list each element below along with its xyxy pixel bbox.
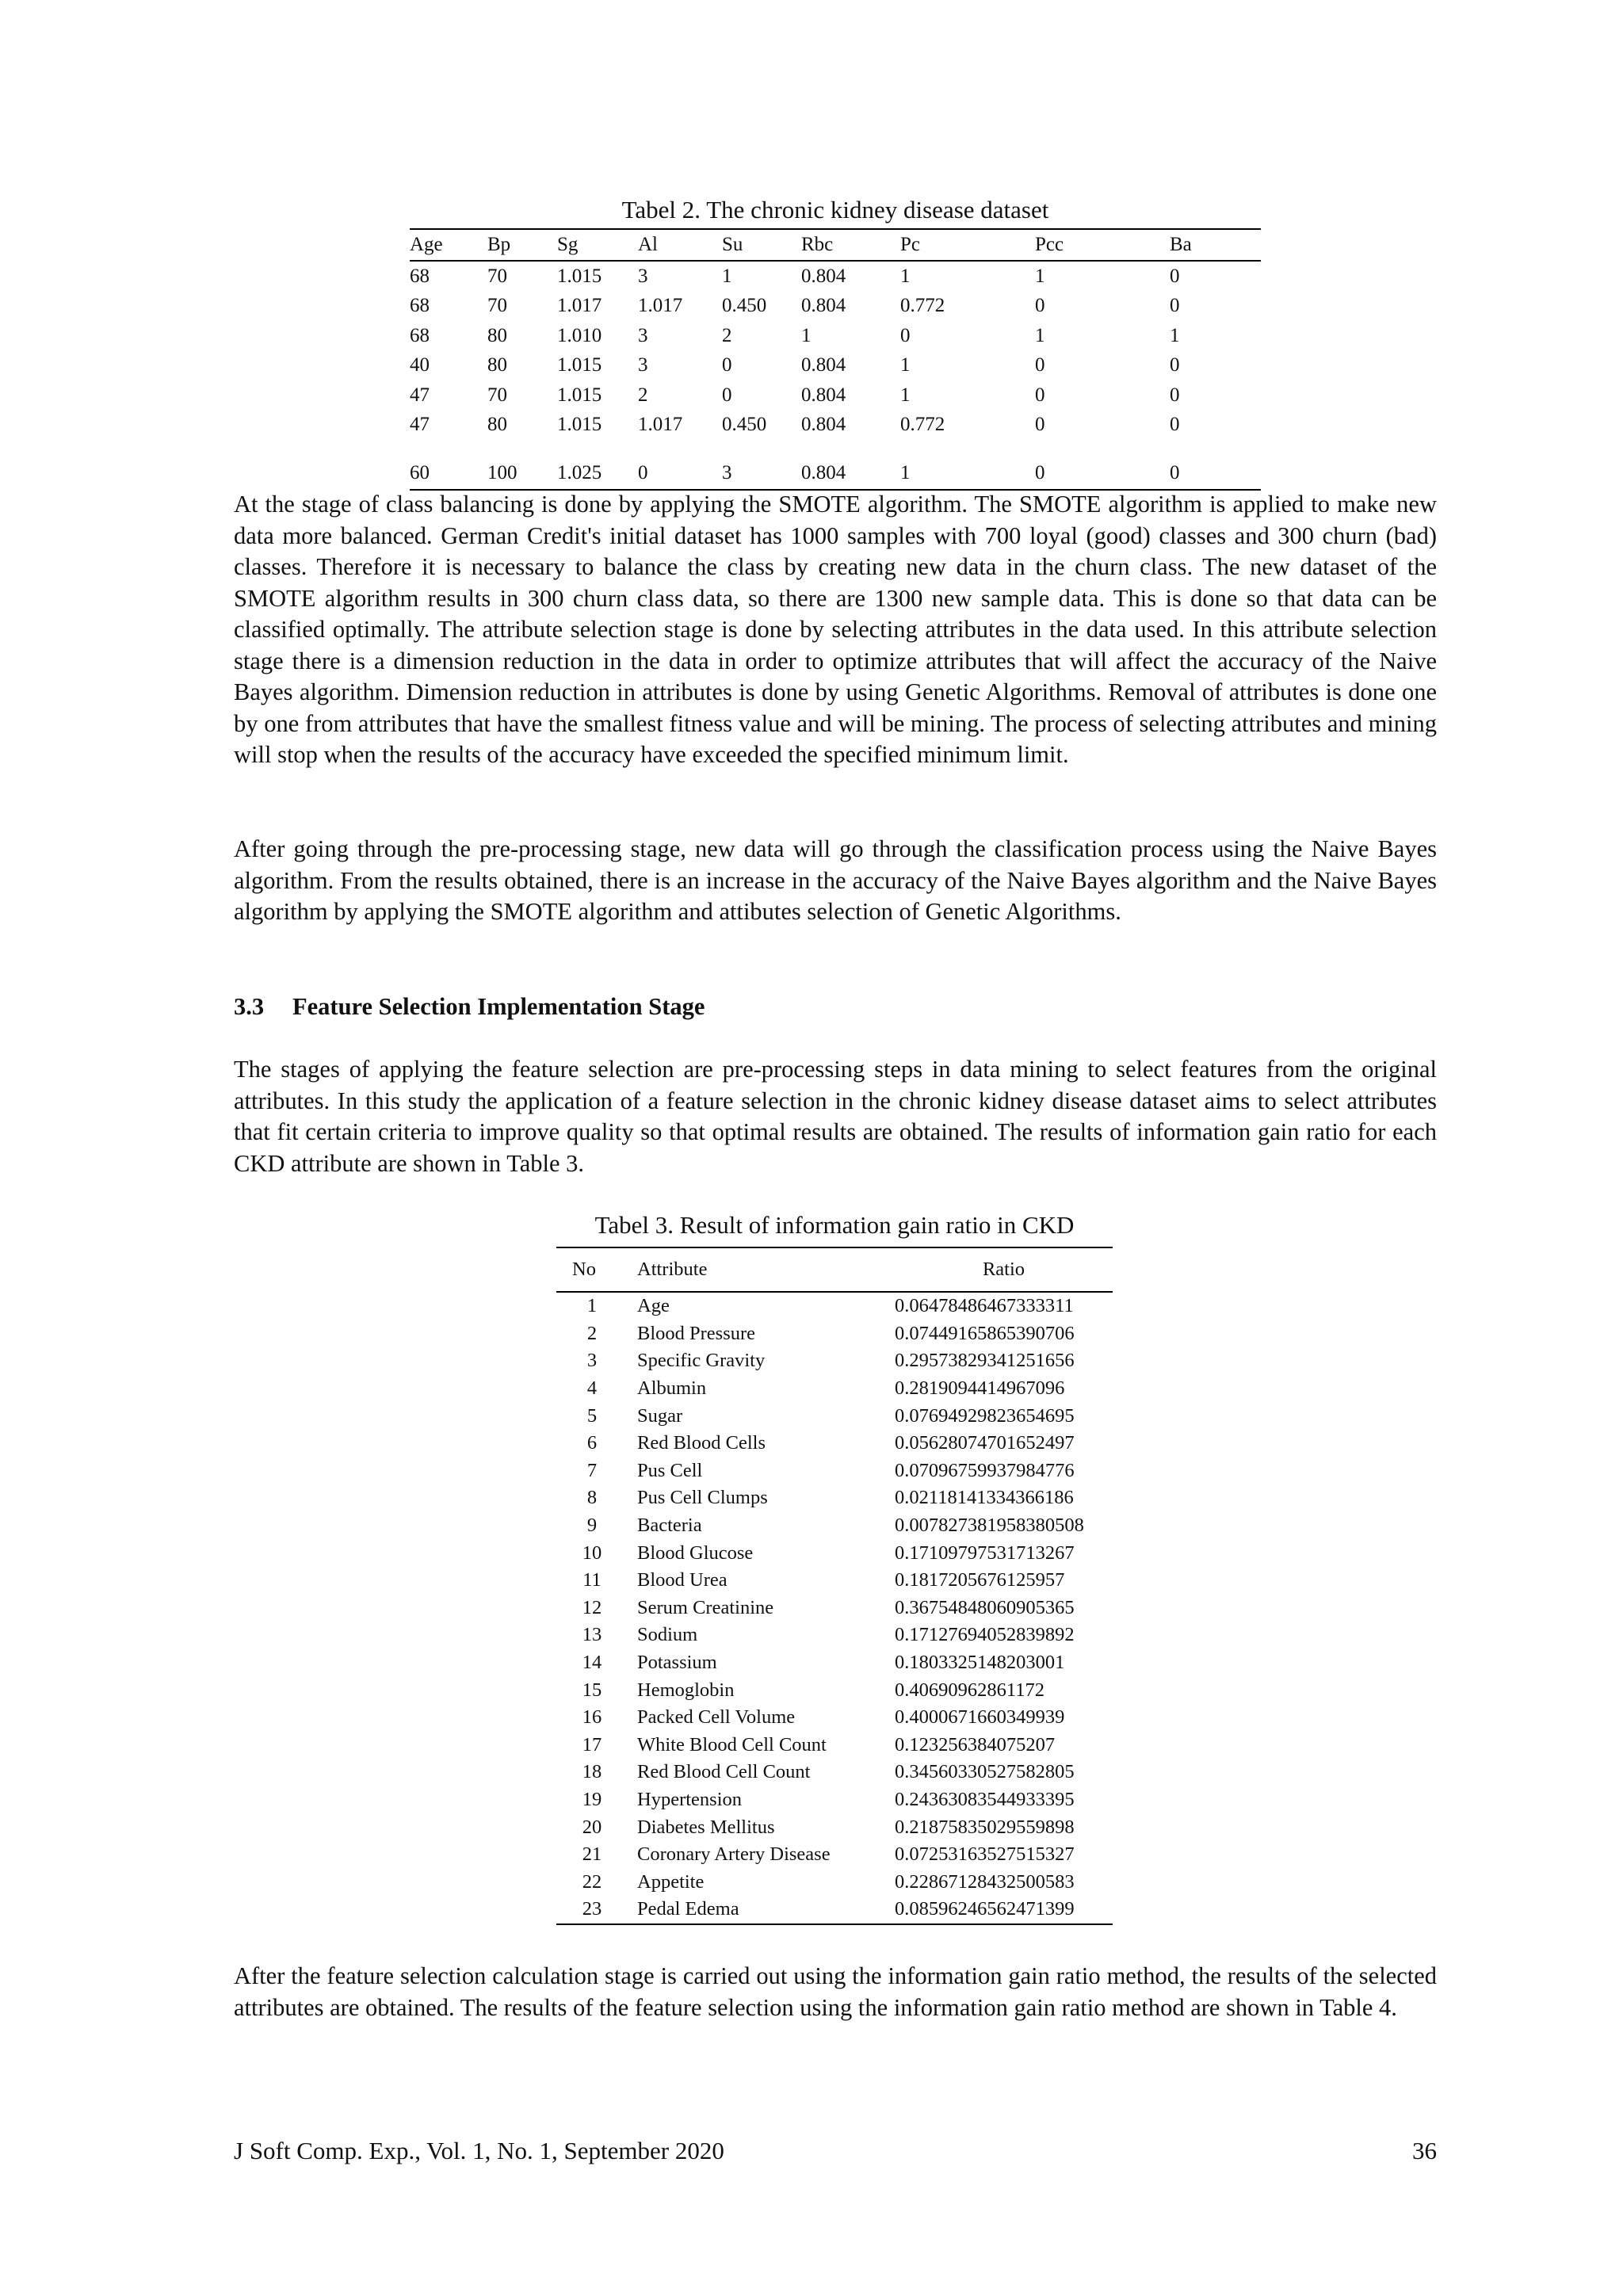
table3-cell: 23	[556, 1896, 637, 1924]
table3-cell: 0.24363083544933395	[895, 1788, 1075, 1810]
table2-cell: 0.772	[900, 414, 945, 436]
table2-cell: 2	[638, 384, 648, 406]
table3-cell: 3	[586, 1350, 598, 1372]
table2-cell: 47	[410, 384, 430, 406]
table3-cell: Pus Cell	[637, 1459, 703, 1481]
table2-cell: 1	[722, 265, 732, 287]
table3-cell: 0.21875835029559898	[895, 1816, 1075, 1838]
table2-cell: 1.017	[557, 295, 602, 317]
table2-cell: 0.804	[801, 354, 846, 376]
table2-cell: 68	[410, 324, 430, 346]
footer-page-number: 36	[1412, 2137, 1437, 2164]
table-row	[556, 1868, 1113, 1896]
table3-cell: 20	[582, 1816, 602, 1838]
table2-cell: 0	[1170, 414, 1180, 436]
table2-header-cell: Bp	[487, 229, 557, 261]
table-row	[556, 1896, 1113, 1924]
table2-header-cell: Sg	[557, 229, 638, 261]
table3-cell: Serum Creatinine	[637, 1596, 774, 1618]
table2-cell: 1.010	[557, 324, 602, 346]
table3-cell: Diabetes Mellitus	[637, 1816, 775, 1838]
table3-cell: Specific Gravity	[637, 1350, 766, 1372]
table2-cell: 3	[722, 462, 732, 483]
table2-cell: 0.804	[801, 384, 846, 406]
paragraph-smote: At the stage of class balancing is done by applying the SMOTE algorithm. The SMOTE algorithm is applied to make new data more balanced. German Credit's initial dataset has 1000 samples with 700 loyal (good) classes and 300 churn (bad) classes. Therefore it is necessary to balance the class by creating new data in the churn class. The new dataset of the SMOTE algorithm results in 300 churn class data, so there are 1300 new sample data. This is done so that data can be classified optimally. The attribute selection stage is done by selecting attributes in the data used. In this attribute selection stage there is a dimension reduction in the data in order to optimize attributes that will affect the accuracy of the Naive Bayes algorithm. Dimension reduction in attributes is done by using Genetic Algorithms. Removal of attributes is done one by one from attributes that have the smallest fitness value and will be mining. The process of selecting attributes and mining will stop when the results of the accuracy have exceeded the specified minimum limit.	[234, 491, 1437, 768]
table-row	[556, 1567, 1113, 1595]
table3-cell: 4	[586, 1377, 598, 1400]
table3-cell: 0.06478486467333311	[895, 1295, 1074, 1317]
table-row	[410, 440, 1261, 490]
table3-body	[556, 1292, 1113, 1924]
table3-cell: Pus Cell Clumps	[637, 1487, 768, 1509]
table3-cell: 0.05628074701652497	[895, 1432, 1075, 1454]
table-row	[556, 1430, 1113, 1457]
table2-cell: 3	[638, 354, 648, 376]
table2-header-cell: Su	[722, 229, 801, 261]
table3-cell: Coronary Artery Disease	[637, 1843, 831, 1866]
table-row	[556, 1732, 1113, 1759]
table-row	[556, 1347, 1113, 1375]
paragraph-feature-selection: The stages of applying the feature selection are pre-processing steps in data mining to select features from the original attributes. In this study the application of a feature selection in the chronic kidney disease dataset aims to select attributes that fit certain criteria to improve quality so that optimal results are obtained. The results of information gain ratio for each CKD attribute are shown in Table 3.	[234, 1056, 1437, 1177]
table2-cell: 80	[487, 354, 507, 376]
paragraph-naive-bayes: After going through the pre-processing stage, new data will go through the classification process using the Naive Bayes algorithm. From the results obtained, there is an increase in the accuracy of the Naive Bayes algorithm and the Naive Bayes algorithm by applying the SMOTE algorithm and attibutes selection of Genetic Algorithms.	[234, 835, 1437, 925]
table3-cell: 0.40690962861172	[895, 1679, 1044, 1701]
table2-cell: 1	[1035, 265, 1045, 287]
table2-cell: 1.015	[557, 354, 602, 376]
table2-header-row	[410, 229, 1261, 261]
table2-cell: 80	[487, 324, 507, 346]
table3-cell: 12	[582, 1596, 602, 1618]
table2-cell: 0	[1035, 354, 1045, 376]
table2-cell: 1.025	[557, 462, 602, 483]
table3-cell: 0.1803325148203001	[895, 1652, 1065, 1674]
table3-cell: 16	[582, 1706, 602, 1729]
table3-cell: 21	[582, 1843, 602, 1866]
table2-cell: 0	[638, 462, 648, 483]
section-number: 3.3	[234, 993, 265, 1020]
table3-cell: Sodium	[637, 1624, 698, 1646]
table3-cell: 22	[582, 1870, 602, 1893]
table2-cell: 1.017	[638, 414, 683, 436]
table2-cell: 68	[410, 295, 430, 317]
table2-cell: 70	[487, 265, 507, 287]
table2-cell: 0	[722, 384, 732, 406]
table2-cell: 0	[1170, 354, 1180, 376]
table2-cell: 0	[1035, 384, 1045, 406]
table-row	[556, 1676, 1113, 1704]
table-row	[410, 411, 1261, 441]
table-row	[410, 261, 1261, 292]
table3-cell: 0.08596246562471399	[895, 1896, 1113, 1924]
table3-cell: Packed Cell Volume	[637, 1706, 796, 1729]
table3-cell: Sugar	[637, 1404, 683, 1427]
table2-cell: 0	[1170, 462, 1180, 483]
table3-cell: Bacteria	[637, 1515, 702, 1537]
table2-header-cell: Pcc	[1035, 229, 1170, 261]
table2-cell: 3	[638, 324, 648, 346]
table3-cell: 7	[586, 1459, 598, 1481]
table-row	[556, 1484, 1113, 1512]
table2-body	[410, 261, 1261, 490]
table3-cell: 0.29573829341251656	[895, 1350, 1075, 1372]
table2-cell: 100	[487, 462, 517, 483]
table-row	[410, 321, 1261, 351]
table2-cell: 0	[1035, 414, 1045, 436]
table2-cell: 60	[410, 462, 430, 483]
table2-cell: 0.804	[801, 265, 846, 287]
table3-cell: Potassium	[637, 1652, 717, 1674]
table2-cell: 70	[487, 295, 507, 317]
table3-header-cell: Ratio	[895, 1247, 1113, 1292]
table2-cell: 1.017	[638, 295, 683, 317]
table3-cell: 6	[586, 1432, 598, 1454]
table-row	[556, 1813, 1113, 1841]
table3-cell: 5	[586, 1404, 598, 1427]
table3-cell: 17	[582, 1733, 602, 1755]
table3-cell: Red Blood Cell Count	[637, 1761, 811, 1783]
table3-cell: 0.4000671660349939	[895, 1706, 1065, 1729]
table2-cell: 2	[722, 324, 732, 346]
table3-header-cell: No	[556, 1247, 637, 1292]
table2-cell: 0	[1170, 384, 1180, 406]
table-row	[410, 380, 1261, 411]
table3-cell: 14	[582, 1652, 602, 1674]
table2-cell: 1	[900, 354, 911, 376]
table2-cell: 0.450	[722, 414, 767, 436]
table3-cell: Blood Pressure	[637, 1322, 756, 1344]
table2-cell: 0	[900, 324, 911, 346]
table2-cell: 68	[410, 265, 430, 287]
table-row	[556, 1759, 1113, 1786]
table-row	[556, 1292, 1113, 1320]
table3-cell: Blood Glucose	[637, 1541, 754, 1564]
table2-cell: 80	[487, 414, 507, 436]
table3-cell: 0.36754848060905365	[895, 1596, 1075, 1618]
table3-cell: 1	[586, 1295, 598, 1317]
table3-cell: 0.123256384075207	[895, 1733, 1056, 1755]
table2-cell: 1	[1170, 324, 1180, 346]
table2-cell: 0.804	[801, 462, 846, 483]
table3-cell: 0.17109797531713267	[895, 1541, 1075, 1564]
table2-header-cell: Ba	[1170, 229, 1261, 261]
table-row	[556, 1457, 1113, 1485]
table2-cell: 3	[638, 265, 648, 287]
table3-cell: Red Blood Cells	[637, 1432, 766, 1454]
table3-cell: 8	[586, 1487, 598, 1509]
table3-cell: 0.17127694052839892	[895, 1624, 1075, 1646]
table2-cell: 1.015	[557, 384, 602, 406]
table3-cell: Pedal Edema	[637, 1896, 895, 1924]
table2-cell: 1	[900, 384, 911, 406]
table3-cell: 0.22867128432500583	[895, 1870, 1075, 1893]
table3-caption: Tabel 3. Result of information gain ratio in CKD	[594, 1211, 1075, 1239]
table3-cell: 0.34560330527582805	[895, 1761, 1075, 1783]
table-row	[556, 1375, 1113, 1403]
table-row	[410, 292, 1261, 322]
table-row	[410, 351, 1261, 381]
table2-cell: 1.015	[557, 414, 602, 436]
table3-cell: 0.007827381958380508	[895, 1515, 1084, 1537]
table-row	[556, 1402, 1113, 1430]
table3	[556, 1247, 1113, 1925]
table2-cell: 0.450	[722, 295, 767, 317]
table3-cell: 19	[582, 1788, 602, 1810]
section-title: Feature Selection Implementation Stage	[292, 993, 705, 1020]
table2-cell: 1.015	[557, 265, 602, 287]
table-row	[556, 1539, 1113, 1567]
table2-cell: 0	[1035, 462, 1045, 483]
table2-header-cell: Rbc	[801, 229, 900, 261]
table3-cell: 0.1817205676125957	[895, 1569, 1065, 1591]
table2-cell: 0.772	[900, 295, 945, 317]
table2-caption: Tabel 2. The chronic kidney disease dataset	[621, 196, 1049, 223]
table2-cell: 40	[410, 354, 430, 376]
table3-cell: 0.07096759937984776	[895, 1459, 1075, 1481]
table2-header-cell: Al	[638, 229, 722, 261]
table3-cell: 10	[582, 1541, 602, 1564]
table3-header-row	[556, 1247, 1113, 1292]
table3-cell: Appetite	[637, 1870, 705, 1893]
table3-cell: 0.07253163527515327	[895, 1843, 1075, 1866]
table2	[410, 228, 1261, 491]
table-row	[556, 1512, 1113, 1540]
table3-cell: 0.02118141334366186	[895, 1487, 1074, 1509]
table-row	[556, 1649, 1113, 1677]
table-row	[556, 1786, 1113, 1814]
table2-cell: 0.804	[801, 295, 846, 317]
table2-cell: 0	[1035, 295, 1045, 317]
table3-cell: 15	[582, 1679, 602, 1701]
table3-cell: 0.2819094414967096	[895, 1377, 1065, 1400]
table2-cell: 47	[410, 414, 430, 436]
table3-cell: White Blood Cell Count	[637, 1733, 827, 1755]
table3-cell: Hypertension	[637, 1788, 742, 1810]
table-row	[556, 1841, 1113, 1869]
table3-cell: Albumin	[637, 1377, 707, 1400]
table-row	[556, 1704, 1113, 1732]
table2-cell: 1	[801, 324, 812, 346]
table2-cell: 1	[900, 462, 911, 483]
table3-header-cell: Attribute	[637, 1247, 895, 1292]
table3-cell: Age	[637, 1295, 670, 1317]
table3-cell: 11	[582, 1569, 601, 1591]
table2-cell: 70	[487, 384, 507, 406]
table2-cell: 0	[722, 354, 732, 376]
table3-cell: Blood Urea	[637, 1569, 727, 1591]
table2-cell: 1	[900, 265, 911, 287]
table2-cell: 0.804	[801, 414, 846, 436]
table3-cell: Hemoglobin	[637, 1679, 735, 1701]
table-row	[556, 1595, 1113, 1622]
table3-cell: 2	[586, 1322, 598, 1344]
table2-cell: 0	[1170, 295, 1180, 317]
table2-cell: 1	[1035, 324, 1045, 346]
table2-header-cell: Age	[410, 229, 487, 261]
table3-cell: 13	[582, 1624, 602, 1646]
section-heading	[234, 991, 705, 1022]
table2-header-cell: Pc	[900, 229, 1035, 261]
table3-cell: 0.07449165865390706	[895, 1322, 1075, 1344]
paragraph-table4-intro: After the feature selection calculation stage is carried out using the information gain ratio method, the results of the selected attributes are obtained. The results of the feature selection using the information gain ratio method are shown in Table 4.	[234, 1962, 1437, 2021]
table3-cell: 18	[582, 1761, 602, 1783]
footer-journal: J Soft Comp. Exp., Vol. 1, No. 1, September 2020	[234, 2137, 724, 2164]
table-row	[556, 1320, 1113, 1348]
table3-cell: 0.07694929823654695	[895, 1404, 1075, 1427]
table2-cell: 0	[1170, 265, 1180, 287]
table3-cell: 9	[586, 1515, 598, 1537]
table-row	[556, 1622, 1113, 1649]
